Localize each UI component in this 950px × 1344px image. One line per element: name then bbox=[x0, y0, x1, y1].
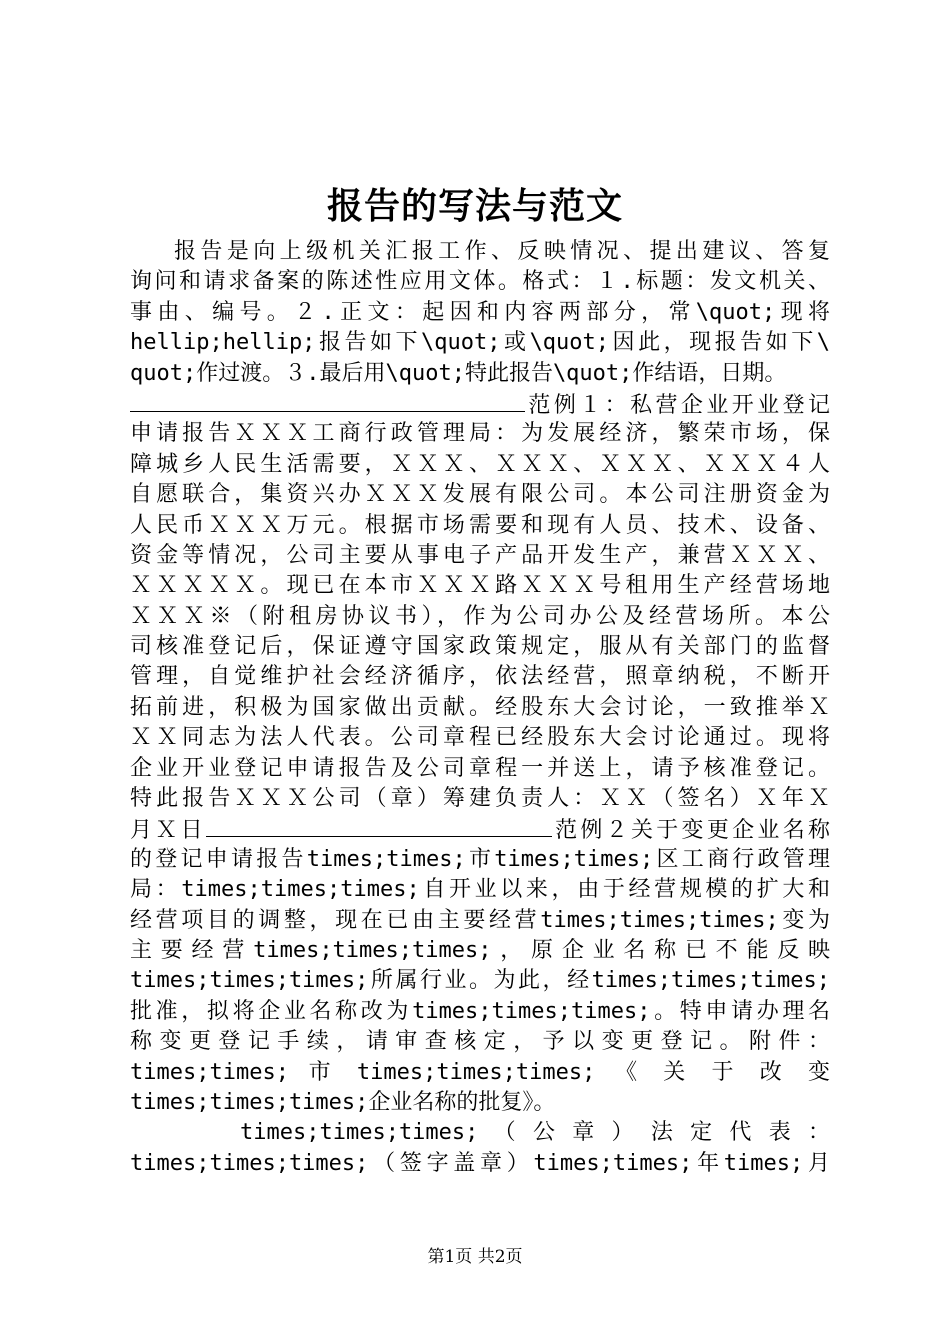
example-heading: 范例２关于变更企业名称 bbox=[551, 818, 830, 844]
text-line: 拓前进，积极为国家做出贡献。经股东大会讨论，一致推举Ｘ bbox=[130, 694, 830, 720]
underline-rule bbox=[130, 389, 525, 412]
text-line: ＸＸＸ※（附租房协议书），作为公司办公及经营场所。本公 bbox=[130, 603, 830, 629]
text-line: 询问和请求备案的陈述性应用文体。格式：１.标题：发文机关、 bbox=[130, 269, 830, 295]
date-text: 月Ｘ日 bbox=[130, 818, 206, 844]
text-line: ＸＸＸＸＸ。现已在本市ＸＸＸ路ＸＸＸ号租用生产经营场地 bbox=[130, 573, 830, 599]
text-line: 主要经营times;times;times;，原企业名称已不能反映 bbox=[130, 937, 830, 963]
text-line: quot;作过渡。３.最后用\quot;特此报告\quot;作结语，日期。 bbox=[130, 360, 787, 386]
underline-rule bbox=[206, 814, 552, 837]
document-body bbox=[130, 237, 830, 1179]
example-heading: 范例１：私营企业开业登记 bbox=[525, 392, 830, 418]
document-title: 报告的写法与范文 bbox=[326, 185, 623, 227]
text-line: times;times;times;企业名称的批复》。 bbox=[130, 1089, 556, 1115]
text-line: 企业开业登记申请报告及公司章程一并送上，请予核准登记。 bbox=[130, 755, 830, 781]
text-line: 经营项目的调整，现在已由主要经营times;times;times;变为 bbox=[130, 907, 830, 933]
text-line: times;times; 市 times;times;times; 《 关 于 改 变 bbox=[130, 1059, 830, 1085]
text-line: 事由、编号。２.正文：起因和内容两部分，常\quot;现将 bbox=[130, 299, 830, 325]
text-line: hellip;hellip;报告如下\quot;或\quot;因此，现报告如下\ bbox=[130, 330, 830, 356]
text-line: 自愿联合，集资兴办ＸＸＸ发展有限公司。本公司注册资金为 bbox=[130, 482, 830, 508]
text-line: 管理，自觉维护社会经济循序，依法经营，照章纳税，不断开 bbox=[130, 664, 830, 690]
text-line-with-rule bbox=[130, 814, 830, 844]
text-line: 报告是向上级机关汇报工作、反映情况、提出建议、答复 bbox=[174, 239, 830, 264]
page-footer: 第1页 共2页 bbox=[427, 1247, 523, 1267]
text-line: 的登记申请报告times;times;市times;times;区工商行政管理 bbox=[130, 846, 830, 872]
text-line: times;times;times;（签字盖章）times;times;年times;月 bbox=[130, 1150, 830, 1176]
text-line: ＸＸ同志为法人代表。公司章程已经股东大会讨论通过。现将 bbox=[130, 725, 830, 751]
text-line: 人民币ＸＸＸ万元。根据市场需要和现有人员、技术、设备、 bbox=[130, 512, 830, 538]
text-line: 障城乡人民生活需要，ＸＸＸ、ＸＸＸ、ＸＸＸ、ＸＸＸ４人 bbox=[130, 451, 830, 477]
text-line: times;times;times; （ 公 章 ） 法 定 代 表 ： bbox=[240, 1120, 830, 1146]
text-line: 称变更登记手续，请审查核定，予以变更登记。附件： bbox=[130, 1029, 830, 1055]
text-line: 局：times;times;times;自开业以来，由于经营规模的扩大和 bbox=[130, 877, 830, 903]
text-line-with-rule bbox=[130, 389, 830, 419]
text-line: 申请报告ＸＸＸ工商行政管理局：为发展经济，繁荣市场，保 bbox=[130, 421, 830, 447]
text-line: 资金等情况，公司主要从事电子产品开发生产，兼营ＸＸＸ、 bbox=[130, 542, 830, 568]
text-line: times;times;times;所属行业。为此，经times;times;times; bbox=[130, 968, 830, 994]
text-line: 司核准登记后，保证遵守国家政策规定，服从有关部门的监督 bbox=[130, 634, 830, 660]
text-line: 特此报告ＸＸＸ公司（章）筹建负责人：ＸＸ（签名）Ｘ年Ｘ bbox=[130, 786, 830, 812]
text-line: 批准，拟将企业名称改为times;times;times;。特申请办理名 bbox=[130, 998, 830, 1024]
